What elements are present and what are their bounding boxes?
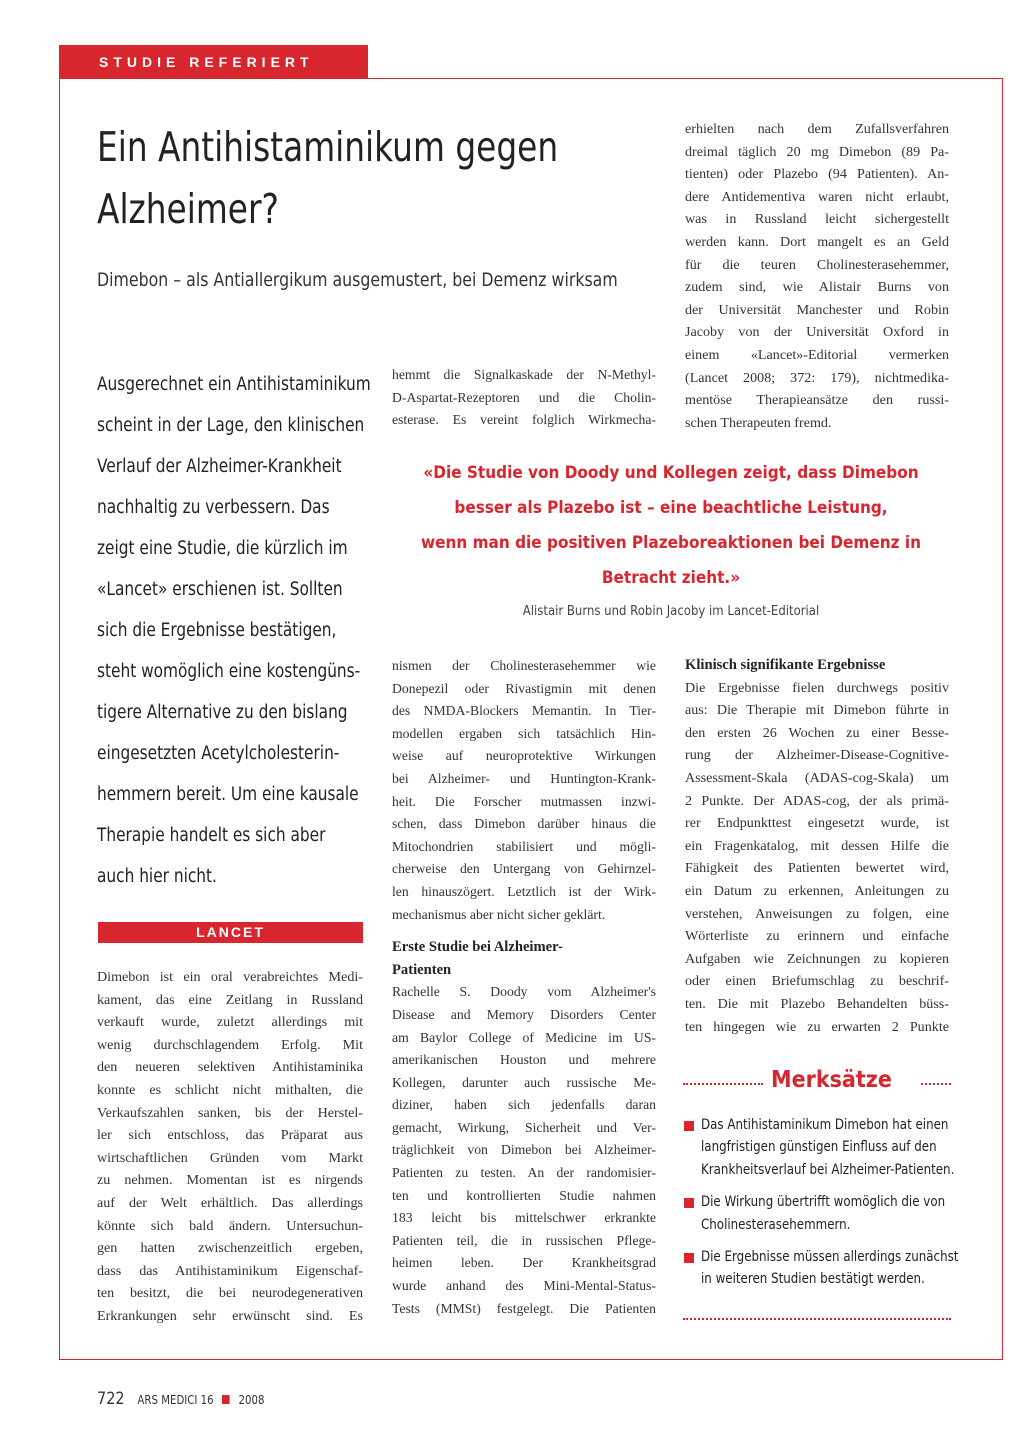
- text-line: wurde anhand des Mini-Mental-Status-: [392, 1278, 656, 1294]
- lead-line: tigere Alternative zu den bislang: [97, 702, 348, 723]
- text-line: esterase. Es vereint folglich Wirkmecha-: [392, 412, 656, 428]
- merksaetze-title: Merksätze: [771, 1067, 892, 1093]
- text-line: Wörterliste zu erinnern und einfache: [685, 928, 949, 945]
- text-line: (Lancet 2008; 372: 179), nichtmedika-: [685, 369, 949, 386]
- text-line: nismen der Cholinesterasehemmer wie: [392, 658, 656, 673]
- text-line: dere Antidementiva waren nicht erlaubt,: [685, 188, 949, 205]
- lead-line: auch hier nicht.: [97, 866, 217, 887]
- text-line: aus: Die Therapie mit Dimebon führte in: [685, 702, 949, 719]
- text-line: verstehen, Anweisungen zu folgen, eine: [685, 905, 949, 922]
- lead-line: sich die Ergebnisse bestätigen,: [97, 620, 337, 641]
- column-1-text: [97, 966, 363, 1328]
- text-line: Mitochondrien stabilisiert und mögli-: [392, 838, 656, 854]
- bullet-square-icon: [684, 1253, 694, 1263]
- title-line: Alzheimer?: [97, 185, 279, 233]
- text-line: ein Datum zu erkennen, Anleitungen zu: [685, 882, 949, 899]
- text-line: verkauft wurde, zuletzt allerdings mit: [97, 1014, 363, 1031]
- text-line: Disease and Memory Disorders Center: [392, 1006, 656, 1022]
- lancet-label-bar: LANCET: [98, 922, 363, 943]
- merksaetze-list: [683, 1114, 959, 1301]
- text-line: den ersten 26 Wochen zu einer Besse-: [685, 724, 949, 741]
- page-number: 722: [97, 1389, 125, 1409]
- text-line: kament, das eine Zeitlang in Russland: [97, 991, 363, 1008]
- text-line: gen hatten zwischenzeitlich ergeben,: [97, 1240, 363, 1257]
- list-item: [683, 1191, 953, 1236]
- text-line: werden kann. Dort mangelt es an Geld: [685, 233, 949, 250]
- text-line: Jacoby von der Universität Oxford in: [685, 324, 949, 341]
- text-line: 2 Punkte. Der ADAS-cog, der als primä-: [685, 792, 949, 809]
- lead-paragraph: [97, 364, 371, 897]
- list-item: [683, 1246, 959, 1291]
- page-footer: [97, 1389, 264, 1409]
- article-subtitle: Dimebon – als Antiallergikum ausgemustert, bei Demenz wirksam: [97, 269, 618, 291]
- text-line: was in Russland leicht sichergestellt: [685, 211, 949, 228]
- dotted-rule: [683, 1318, 951, 1320]
- text-line: diziner, haben sich jedenfalls daran: [392, 1097, 656, 1113]
- column-3-top-text: [685, 118, 949, 434]
- text-line: erhielten nach dem Zufallsverfahren: [685, 121, 949, 137]
- text-line: amerikanischen Houston und mehrere: [392, 1052, 656, 1068]
- lead-line: Verlauf der Alzheimer-Krankheit: [97, 456, 342, 477]
- text-line: einem «Lancet»-Editorial vermerken: [685, 346, 949, 363]
- column-2-top-text: [392, 364, 656, 432]
- text-line: len hinauszögert. Letztlich ist der Wirk-: [392, 883, 656, 899]
- text-line: könnte sich bald ändern. Untersuchun-: [97, 1217, 363, 1234]
- list-item-line: in weiteren Studien bestätigt werden.: [701, 1271, 925, 1288]
- text-line: weise auf neuroprotektive Wirkungen: [392, 748, 656, 764]
- text-line: ten besitzt, die bei neurodegenerativen: [97, 1285, 363, 1302]
- text-line: ten. Die mit Plazebo Behandelten büss-: [685, 995, 949, 1012]
- text-line: mechanismus aber nicht sicher geklärt.: [392, 906, 606, 922]
- quote-line: wenn man die positiven Plazeboreaktionen bei Demenz in: [420, 533, 922, 553]
- section-heading: Patienten: [392, 961, 452, 978]
- list-item-line: Die Wirkung übertrifft womöglich die von: [701, 1194, 946, 1211]
- text-line: Dimebon ist ein oral verabreichtes Medi-: [97, 969, 363, 985]
- text-line: Kollegen, darunter auch russische Me-: [392, 1074, 656, 1090]
- text-line: Verkaufszahlen sanken, bis der Herstel-: [97, 1104, 363, 1121]
- text-line: der Universität Manchester und Robin: [685, 301, 949, 318]
- text-line: Fähigkeit des Patienten bewertet wird,: [685, 860, 949, 877]
- pull-quote-source: Alistair Burns und Robin Jacoby im Lancet-Editorial: [522, 604, 820, 619]
- lead-line: «Lancet» erschienen ist. Sollten: [97, 579, 343, 600]
- text-line: für die teuren Cholinesterasehemmer,: [685, 256, 949, 273]
- quote-line: «Die Studie von Doody und Kollegen zeigt, dass Dimebon: [423, 463, 919, 483]
- text-line: ten und kontrollierten Studie nahmen: [392, 1187, 656, 1203]
- text-line: Rachelle S. Doody vom Alzheimer's: [392, 984, 656, 1000]
- title-line: Ein Antihistaminikum gegen: [97, 123, 559, 171]
- text-line: dass das Antihistaminikum Eigenschaf-: [97, 1262, 363, 1279]
- text-line: träglichkeit von Dimebon bei Alzheimer-: [392, 1142, 656, 1158]
- text-line: Aufgaben wie Zeichnungen zu kopieren: [685, 950, 949, 967]
- bullet-square-icon: [684, 1121, 694, 1131]
- pull-quote: [378, 456, 964, 596]
- text-line: schen, dass Dimebon darüber hinaus die: [392, 816, 656, 832]
- text-line: gemacht, Wirkung, Sicherheit und Ver-: [392, 1119, 656, 1135]
- text-line: schen Therapeuten fremd.: [685, 414, 832, 431]
- text-line: heit. Die Forscher mutmassen inzwi-: [392, 793, 656, 809]
- lead-line: hemmern bereit. Um eine kausale: [97, 784, 359, 805]
- quote-line: Betracht zieht.»: [601, 568, 741, 588]
- text-line: auf der Welt erhältlich. Das allerdings: [97, 1194, 363, 1211]
- lead-line: nachhaltig zu verbessern. Das: [97, 497, 330, 518]
- text-line: konnte es schlicht nicht mithalten, die: [97, 1081, 363, 1098]
- list-item-line: Das Antihistaminikum Dimebon hat einen: [701, 1117, 949, 1133]
- lead-line: Ausgerechnet ein Antihistaminikum: [97, 374, 371, 395]
- text-line: Donepezil oder Rivastigmin mit denen: [392, 680, 656, 696]
- text-line: des NMDA-Blockers Memantin. In Tier-: [392, 703, 656, 719]
- text-line: den neueren selektiven Antihistaminika: [97, 1059, 363, 1076]
- list-item-line: Cholinesterasehemmern.: [701, 1216, 851, 1233]
- text-line: tienten) oder Plazebo (94 Patienten). An-: [685, 166, 949, 183]
- text-line: cherweise den Untergang von Gehirnzel-: [392, 861, 656, 877]
- text-line: mentöse Therapieansätze den russi-: [685, 392, 949, 409]
- list-item: [683, 1114, 953, 1181]
- dotted-rule: [921, 1083, 951, 1085]
- bullet-square-icon: [684, 1198, 694, 1208]
- text-line: ten hingegen wie zu erwarten 2 Punkte: [685, 1018, 949, 1035]
- text-line: Die Ergebnisse fielen durchwegs positiv: [685, 679, 949, 696]
- text-line: 183 leicht bis mittelschwer erkrankte: [392, 1210, 656, 1226]
- text-line: wenig durchschlagendem Erfolg. Mit: [97, 1036, 363, 1053]
- column-3-text: [685, 654, 949, 1038]
- lead-line: steht womöglich eine kostengüns-: [97, 661, 361, 682]
- text-line: rer Endpunkttest eingesetzt wurde, ist: [685, 815, 949, 832]
- text-line: Erkrankungen sehr erwünscht sind. Es: [97, 1307, 363, 1324]
- text-line: ler sich entschloss, das Präparat aus: [97, 1127, 363, 1144]
- magazine-name: ARS MEDICI 16: [137, 1393, 214, 1407]
- column-2-text: [392, 655, 656, 1320]
- text-line: heimen leben. Der Krankheitsgrad: [392, 1255, 656, 1271]
- text-line: am Baylor College of Medicine im US-: [392, 1029, 656, 1045]
- text-line: zu nehmen. Momentan ist es nirgends: [97, 1172, 363, 1189]
- text-line: rung der Alzheimer-Disease-Cognitive-: [685, 747, 949, 764]
- text-line: Patienten zu testen. An der randomisier-: [392, 1165, 656, 1181]
- text-line: modellen ergaben sich tatsächlich Hin-: [392, 725, 656, 741]
- footer-square-icon: [222, 1395, 230, 1404]
- text-line: ein Fragenkatalog, mit dessen Hilfe die: [685, 837, 949, 854]
- list-item-line: langfristigen günstigen Einfluss auf den: [701, 1139, 937, 1156]
- section-tab: STUDIE REFERIERT: [59, 45, 368, 79]
- text-line: zudem sind, wie Alistair Burns von: [685, 279, 949, 296]
- lead-line: Therapie handelt es sich aber: [97, 825, 326, 846]
- text-line: D-Aspartat-Rezeptoren und die Cholin-: [392, 389, 656, 405]
- text-line: Patienten teil, die in russischen Pflege-: [392, 1232, 656, 1248]
- dotted-rule: [683, 1083, 763, 1085]
- list-item-line: Die Ergebnisse müssen allerdings zunächst: [701, 1249, 959, 1266]
- list-item-line: Krankheitsverlauf bei Alzheimer-Patienten.: [701, 1161, 955, 1178]
- article-title: [97, 116, 559, 240]
- text-line: Assessment-Skala (ADAS-cog-Skala) um: [685, 769, 949, 786]
- issue-year: 2008: [238, 1393, 265, 1407]
- text-line: dreimal täglich 20 mg Dimebon (89 Pa-: [685, 143, 949, 160]
- text-line: bei Alzheimer- und Huntington-Krank-: [392, 770, 656, 786]
- section-heading: Klinisch signifikante Ergebnisse: [685, 657, 886, 673]
- lead-line: eingesetzten Acetylcholesterin-: [97, 743, 340, 764]
- quote-line: besser als Plazebo ist – eine beachtliche Leistung,: [454, 498, 888, 518]
- section-heading: Erste Studie bei Alzheimer-: [392, 939, 563, 956]
- text-line: wirtschaftlichen Gründen vom Markt: [97, 1149, 363, 1166]
- text-line: hemmt die Signalkaskade der N-Methyl-: [392, 367, 656, 382]
- text-line: oder einen Briefumschlag zu beschrif-: [685, 973, 949, 990]
- merksaetze-header: [683, 1062, 953, 1098]
- lead-line: scheint in der Lage, den klinischen: [97, 415, 365, 436]
- text-line: Tests (MMSt) festgelegt. Die Patienten: [392, 1300, 656, 1316]
- lead-line: zeigt eine Studie, die kürzlich im: [97, 538, 348, 559]
